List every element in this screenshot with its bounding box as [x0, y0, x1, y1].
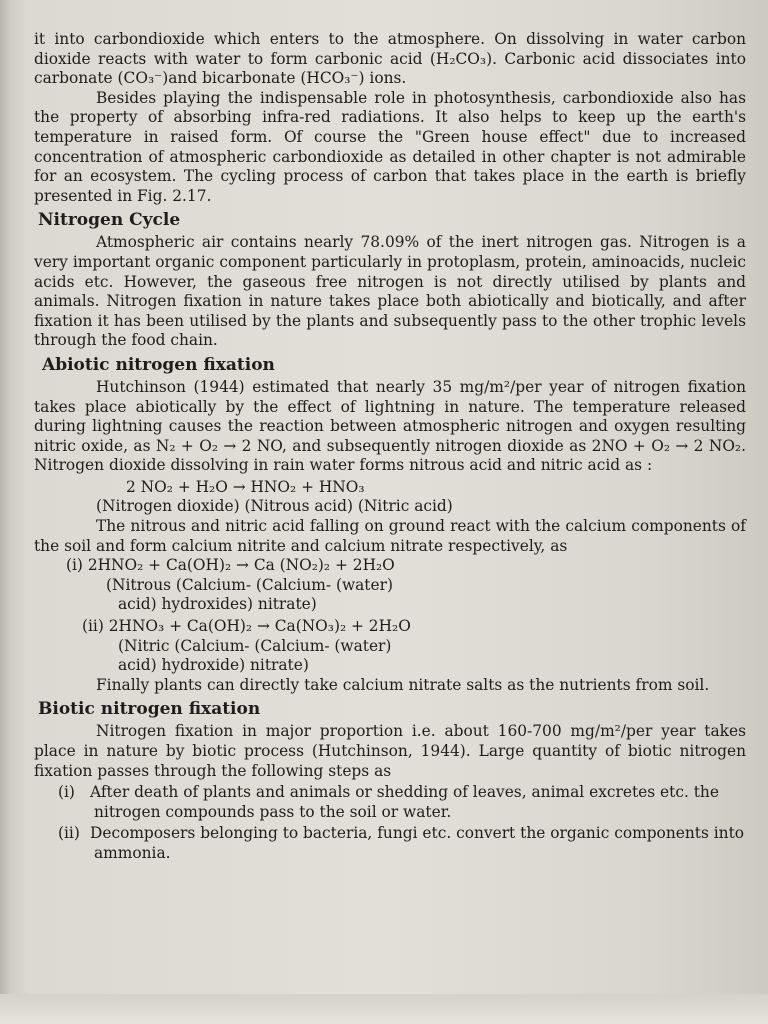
reaction-nitrate-labels-2: acid) hydroxide) nitrate): [118, 656, 309, 675]
reaction-nitrite: (i) 2HNO₂ + Ca(OH)₂ → Ca (NO₂)₂ + 2H₂O: [66, 556, 395, 575]
paragraph-calcium-reaction: The nitrous and nitric acid falling on ground react with the calcium components of the soil and form calcium nitrite and calcium nitrate respectively, as: [34, 517, 746, 555]
list-item-number: (ii): [58, 824, 80, 843]
page-text: [34, 30, 746, 864]
page-bottom-edge: [0, 994, 768, 1024]
equation-nitrogen-dioxide: 2 NO₂ + H₂O → HNO₂ + HNO₃: [126, 477, 365, 496]
heading-nitrogen-cycle: Nitrogen Cycle: [38, 210, 181, 231]
heading-biotic-fixation: Biotic nitrogen fixation: [38, 699, 261, 720]
paragraph-biotic-intro: Nitrogen fixation in major proportion i.e. about 160-700 mg/m²/per year takes place in nature by biotic process (Hutchinson, 1944). Large quantity of biotic nitrogen fixation passes through the following steps as: [34, 722, 746, 780]
paragraph-lightning: Hutchinson (1944) estimated that nearly 35 mg/m²/per year of nitrogen fixation takes place abiotically by the effect of lightning in nature. The temperature released during lightning causes the reaction between atmospheric nitrogen and oxygen resulting nitric oxide, as N₂ + O₂ → 2 NO, and subsequently nitrogen dioxide as 2NO + O₂ → 2 NO₂. Nitrogen dioxide dissolving in rain water forms nitrous acid and nitric acid as :: [34, 377, 746, 475]
reaction-nitrite-labels-2: acid) hydroxides) nitrate): [118, 595, 317, 614]
paragraph-carbonic-acid: it into carbondioxide which enters to the atmosphere. On dissolving in water carbon dioxide reacts with water to form carbonic acid (H₂CO₃). Carbonic acid dissociates into carbonate (CO₃⁻)and bicarbonate (HCO₃⁻) ions.: [34, 30, 746, 88]
reaction-nitrite-labels: (Nitrous (Calcium- (Calcium- (water): [106, 575, 393, 594]
list-item-number: (i): [58, 783, 75, 802]
paragraph-greenhouse: Besides playing the indispensable role in photosynthesis, carbondioxide also has the property of absorbing infra-red radiations. It also helps to keep up the earth's temperature in raised form. Of course the "Green house effect" due to increased concentration of atmospheric carbondioxide as detailed in other chapter is not admirable for an ecosystem. The cycling process of carbon that takes place in the earth is briefly presented in Fig. 2.17.: [34, 88, 746, 205]
list-item-text: Decomposers belonging to bacteria, fungi etc. convert the organic components into ammonia.: [90, 824, 745, 862]
list-item: [58, 824, 746, 863]
paragraph-nutrients: Finally plants can directly take calcium nitrate salts as the nutrients from soil.: [96, 675, 710, 694]
paragraph-nitrogen-intro: Atmospheric air contains nearly 78.09% of the inert nitrogen gas. Nitrogen is a very important organic component particularly in protoplasm, protein, aminoacids, nucleic acids etc. However, the gaseous free nitrogen is not directly utilised by plants and animals. Nitrogen fixation in nature takes place both abiotically and biotically, and after fixation it has been utilised by the plants and subsequently pass to the other trophic levels through the food chain.: [34, 233, 746, 350]
heading-abiotic-fixation: Abiotic nitrogen fixation: [42, 354, 275, 375]
reaction-nitrate: (ii) 2HNO₃ + Ca(OH)₂ → Ca(NO₃)₂ + 2H₂O: [82, 617, 411, 636]
equation-labels: (Nitrogen dioxide) (Nitrous acid) (Nitric acid): [96, 497, 453, 516]
list-item: [58, 783, 746, 822]
reaction-nitrate-labels: (Nitric (Calcium- (Calcium- (water): [118, 636, 392, 655]
list-item-text: After death of plants and animals or shedding of leaves, animal excretes etc. the nitrogen compounds pass to the soil or water.: [90, 783, 719, 821]
